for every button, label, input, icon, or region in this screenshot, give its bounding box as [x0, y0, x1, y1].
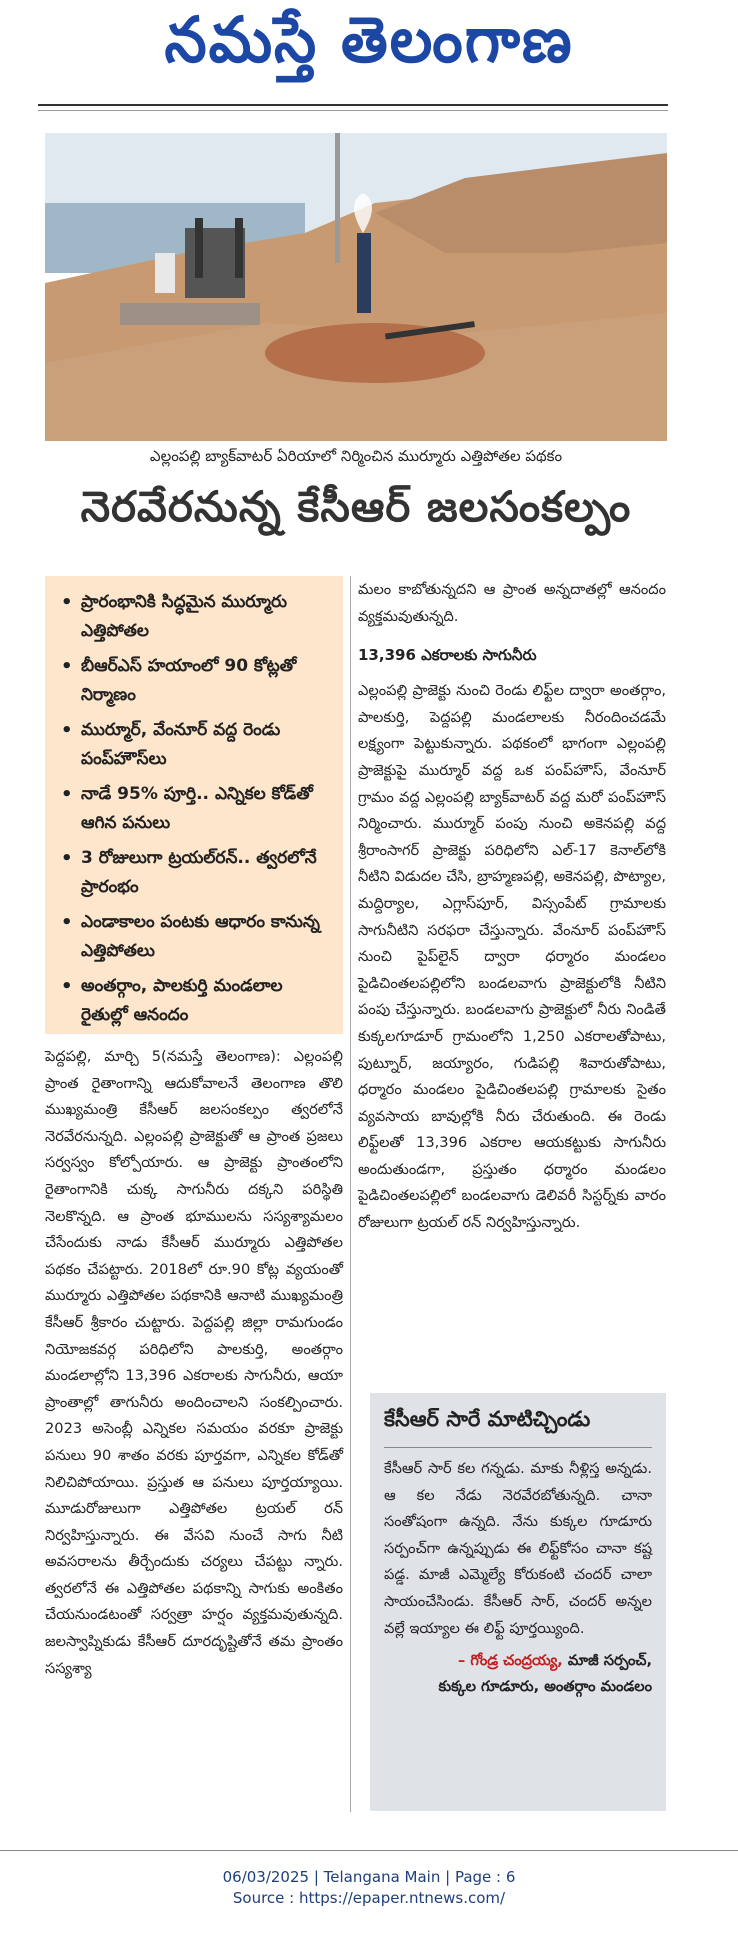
headline: నెరవేరనున్న కేసీఆర్ జలసంకల్పం — [80, 482, 632, 531]
quote-author-title: మాజీ సర్పంచ్, — [567, 1652, 652, 1670]
quote-author-place: కుక్కల గూడూరు, అంతర్గాం మండలం — [438, 1678, 652, 1696]
bullet-icon: • — [61, 720, 73, 741]
footer — [0, 1867, 738, 1909]
highlight-item: • బీఆర్‌ఎస్ హయాంలో 90 కోట్లతో నిర్మాణం — [59, 652, 333, 710]
masthead — [0, 0, 738, 90]
bullet-icon: • — [61, 592, 73, 613]
footer-source[interactable]: Source : https://epaper.ntnews.com/ — [232, 1889, 506, 1907]
highlight-item: • నాడే 95% పూర్తి.. ఎన్నికల కోడ్‌తో ఆగిన పనులు — [59, 780, 333, 838]
masthead-rule — [38, 104, 668, 106]
highlight-item: • 3 రోజులుగా ట్రయల్‌రన్.. త్వరలోనే ప్రారంభం — [59, 844, 333, 902]
article-paragraph: పెద్దపల్లి, మార్చి 5(నమస్తే తెలంగాణ): ఎల్లంపల్లి ప్రాంత రైతాంగాన్ని ఆదుకోవాలనే తెలంగాణ తొలి ముఖ్యమంత్రి కేసీఆర్ జలసంకల్పం త్వరలోనే నెరవేరనున్నది. ఎల్లంపల్లి ప్రాజెక్టుతో ఆ ప్రాంత ప్రజలు సర్వస్వం కోల్పోయారు. ఆ ప్రాజెక్టు ప్రాంతంలోని రైతాంగానికి చుక్క సాగునీరు దక్కని పరిస్థితి నెలకొన్నది. ఆ ప్రాంత భూములను సస్యశ్యామలం చేసేందుకు నాడు కేసీఆర్ ముర్మూరు ఎత్తిపోతల పథకం చేపట్టారు. 2018లో రూ.90 కోట్ల వ్యయంతో ముర్మూరు ఎత్తిపోతల పథకానికి ఆనాటి ముఖ్యమంత్రి కేసీఆర్ శ్రీకారం చుట్టారు. పెద్దపల్లి జిల్లా రామగుండం నియోజకవర్గ పరిధిలోని పాలకుర్తి, అంతర్గాం మండలాల్లోని 13,396 ఎకరాలకు సాగునీరు, ఆయా ప్రాంతాల్లో తాగునీరు అందించాలని సంకల్పించారు. 2023 అసెంబ్లీ ఎన్నికల సమయం వరకూ ప్రాజెక్టు పనులు 90 శాతం వరకు పూర్తవగా, ఎన్నికల కోడ్‌తో నిలిచిపోయాయి. ప్రస్తుత ఆ పనులు పూర్తయ్యాయి. మూడురోజులుగా ఎత్తిపోతల ట్రయల్ రన్ నిర్వహిస్తున్నారు. ఈ వేసవి నుంచే సాగు నీటి అవసరాలను తీర్చేందుకు చర్యలు చేపట్టు న్నారు. త్వరలోనే ఈ ఎత్తిపోతల పథకాన్ని సాగుకు అంకితం చేయనుండటంతో సర్వత్రా హర్షం వ్యక్తమవుతున్నది. జలస్వాప్నికుడు కేసీఆర్ దూరదృష్టితోనే తమ ప్రాంతం సస్యశ్యా — [45, 1048, 343, 1677]
bullet-icon: • — [61, 912, 73, 933]
highlights-box — [45, 576, 343, 1034]
highlight-item: • ముర్మూర్, వేంనూర్ వద్ద రెండు పంప్‌హౌస్‌లు — [59, 716, 333, 774]
quote-attribution — [370, 1642, 666, 1700]
article-subhead: 13,396 ఎకరాలకు సాగునీరు — [358, 646, 537, 665]
quote-box — [370, 1393, 666, 1811]
footer-date-page: 06/03/2025 | Telangana Main | Page : 6 — [222, 1868, 516, 1886]
bullet-icon: • — [61, 784, 73, 805]
quote-rule — [384, 1447, 652, 1448]
masthead-rule-thin — [38, 110, 668, 111]
column-divider — [350, 576, 351, 1812]
highlight-item: • ప్రారంభానికి సిద్ధమైన ముర్మూరు ఎత్తిపోతల — [59, 588, 333, 646]
footer-rule — [0, 1850, 738, 1851]
photo-caption: ఎల్లంపల్లి బ్యాక్‌వాటర్ ఏరియాలో నిర్మించిన ముర్మూరు ఎత్తిపోతల పథకం — [149, 447, 563, 465]
article-paragraph: మలం కాబోతున్నదని ఆ ప్రాంత అన్నదాతల్లో ఆనందం వ్యక్తమవుతున్నది. — [358, 581, 666, 625]
quote-author: – గోండ్ర చంద్రయ్య, — [457, 1652, 563, 1670]
quote-text: కేసీఆర్ సార్ కల గన్నడు. మాకు నీళ్లిస్త అన్నడు. ఆ కల నేడు నెరవేరబోతున్నది. చానా సంతోషంగా ఉన్నది. నేను కుక్కల గూడూరు సర్పంచ్‌గా ఉన్నప్పుడు ఈ లిఫ్ట్‌కోసం చానా కష్ట పడ్డ. మాజీ ఎమ్మెల్యే కోరుకంటి చందర్ చాలా సాయంచేసిండు. కేసీఆర్ సార్, చందర్ అన్నల వల్లే ఇయ్యాల ఈ లిఫ్ట్ పూర్తయ్యింది. — [384, 1460, 652, 1637]
article-left-column — [45, 1044, 343, 1682]
newspaper-logo: నమస్తే తెలంగాణ — [164, 3, 574, 78]
bullet-icon: • — [61, 656, 73, 677]
article-right-column — [358, 577, 666, 1237]
quote-heading: కేసీఆర్ సారే మాటిచ్చిండు — [384, 1407, 591, 1431]
highlight-item: • ఎండాకాలం పంటకు ఆధారం కానున్న ఎత్తిపోతలు — [59, 908, 333, 966]
bullet-icon: • — [61, 976, 73, 997]
highlight-item: • అంతర్గాం, పాలకుర్తి మండలాల రైతుల్లో ఆనందం — [59, 972, 333, 1030]
article-paragraph: ఎల్లంపల్లి ప్రాజెక్టు నుంచి రెండు లిఫ్ట్‌ల ద్వారా అంతర్గాం, పాలకుర్తి, పెద్దపల్లి మండలాలకు నీరందించడమే లక్ష్యంగా పెట్టుకున్నారు. పథకంలో భాగంగా ఎల్లంపల్లి ప్రాజెక్టుపై ముర్మూర్ వద్ద ఒక పంప్‌హౌస్, వేంనూర్ గ్రామం వద్ద ఎల్లంపల్లి బ్యాక్‌వాటర్ వద్ద మరో పంప్‌హౌస్ నిర్మించారు. ముర్మూర్ పంపు నుంచి అకెనపల్లి వద్ద శ్రీరాంసాగర్ ప్రాజెక్టు పరిధిలోని ఎల్-17 కెనాల్‌లోకి నీటిని విడుదల చేసి, బ్రాహ్మణపల్లి, అకెనపల్లి, పొట్యాల, మద్దిర్యాల, ఎగ్లాస్‌పూర్, విస్సంపేట్ గ్రామాలకు సాగునీటిని సరఫరా చేస్తున్నారు. వేంనూర్ పంప్‌హౌస్ నుంచి పైప్‌లైన్ ద్వారా ధర్మారం మండలం పైడిచింతలపల్లిలోని బండలవాగు ప్రాజెక్టులోకి నీటిని పంపు చేస్తున్నారు. బండలవాగు ప్రాజెక్టులో నీరు నిండితే కుక్కలగూడూర్ గ్రామంలోని 1,250 ఎకరాలతోపాటు, పుట్నూర్, జయ్యారం, గుడిపల్లి శివారుతోపాటు, ధర్మారం మండలం పైడిచింతలపల్లి గ్రామాలకు సైతం వ్యవసాయ బావుల్లోకి నీరు చేరుతుంది. ఈ రెండు లిఫ్ట్‌లతో 13,396 ఎకరాల ఆయకట్టుకు సాగునీరు అందుతుండగా, ప్రస్తుతం ధర్మారం మండలం పైడిచింతలపల్లిలో బండలవాగు డెలివరీ సిస్టర్న్‌కు వారం రోజులుగా ట్రయల్ రన్ నిర్వహిస్తున్నారు. — [358, 682, 666, 1232]
bullet-icon: • — [61, 848, 73, 869]
news-photo — [45, 133, 667, 441]
pumphouse-photo-illustration — [45, 133, 667, 441]
